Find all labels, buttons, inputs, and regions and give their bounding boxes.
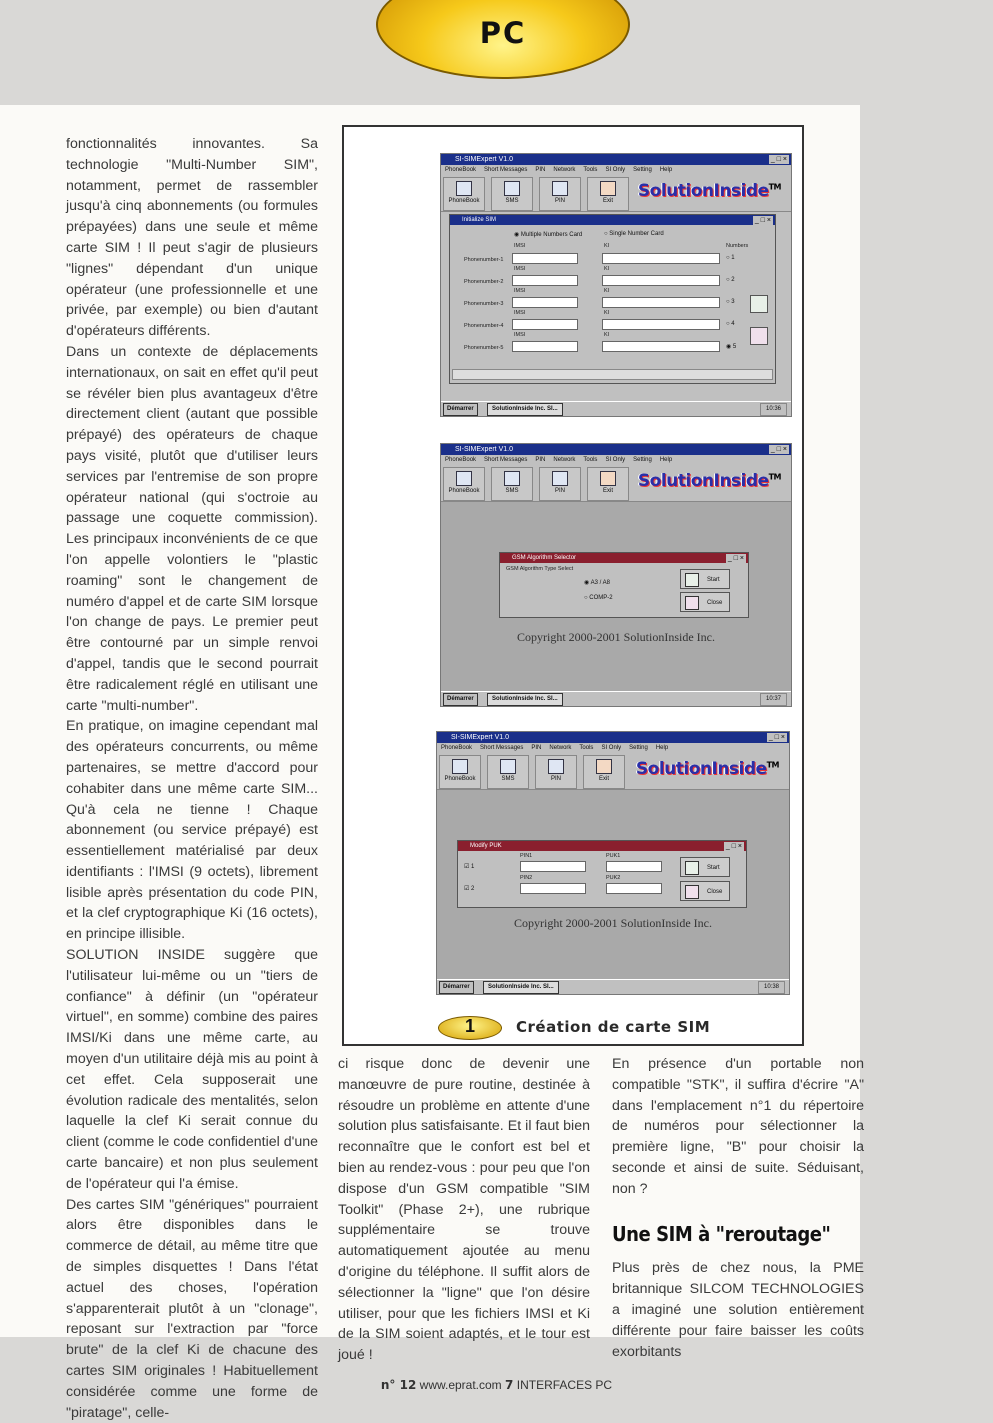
button-label: PIN (554, 488, 565, 494)
phonebook-button[interactable] (443, 467, 485, 501)
imsi-field[interactable] (512, 319, 578, 330)
menu-setting[interactable]: Setting (633, 457, 652, 463)
solutioninside-logo: SolutionInside™ (637, 181, 781, 201)
issue-number: n° 12 (380, 1378, 417, 1392)
radio-single-number[interactable]: ○ Single Number Card (604, 231, 664, 237)
taskbar-item[interactable]: SolutionInside Inc. SI... (487, 403, 563, 416)
paragraph: En pratique, on imagine cependant mal des opérateurs concurrents, ou même partenaires, se mettre d'accord pour cohabiter dans une même carte SIM... Qu'à cela ne tienne ! Chaque abonnement (ou service prépayé) est essentiellement matérialisé par deux identifiants : l'IMSI (9 octets), librement lisible après présentation du code PIN, et la clef cryptographique Ki (16 octets), en principe illisible. (66, 718, 318, 943)
article-column-3 (612, 1054, 864, 1362)
modify-puk-dialog (457, 840, 747, 908)
page-footer (0, 1378, 993, 1392)
sms-button[interactable] (487, 755, 529, 789)
menu-bar (437, 743, 789, 753)
toolbar (441, 175, 791, 212)
imsi-field[interactable] (512, 297, 578, 308)
solutioninside-logo: SolutionInside™ (635, 759, 779, 779)
phonebook-button[interactable] (439, 755, 481, 789)
copyright-text: Copyright 2000-2001 SolutionInside Inc. (517, 630, 715, 644)
menu-pin[interactable]: PIN (535, 167, 546, 173)
imsi-field[interactable] (512, 253, 578, 264)
menu-network[interactable]: Network (553, 167, 576, 173)
paragraph: Plus près de chez nous, la PME britannique SILCOM TECHNOLOGIES a imaginé une solution entièrement différente pour faire baisser les coûts exorbitants (612, 1260, 864, 1360)
copyright-text: Copyright 2000-2001 SolutionInside Inc. (514, 916, 712, 930)
window-buttons[interactable]: _ □ × (770, 156, 787, 163)
imsi-label: IMSI (514, 310, 526, 316)
solutioninside-logo: SolutionInside™ (637, 471, 781, 491)
button-label: PhoneBook (444, 776, 476, 782)
algorithm-type-label: GSM Algorithm Type Select (506, 566, 574, 572)
dialog-window-buttons[interactable]: _ □ × (727, 555, 744, 562)
article-column-1 (66, 134, 318, 1423)
dialog-window-buttons[interactable]: _ □ × (754, 217, 771, 224)
dialog-title: Initialize SIM (462, 217, 497, 223)
menu-pin[interactable]: PIN (535, 457, 546, 463)
window-title: SI-SIMExpert V1.0 (455, 156, 513, 163)
dialog-title: Modify PUK (470, 843, 502, 849)
start-icon[interactable] (750, 295, 768, 313)
dialog-titlebar (500, 553, 748, 563)
button-label: SMS (501, 776, 515, 782)
menu-setting[interactable]: Setting (629, 745, 648, 751)
magazine-number: 7 (505, 1378, 514, 1392)
button-label: Exit (602, 198, 613, 204)
phonenumber-label: Phonenumber-4 (464, 323, 504, 329)
ki-label: KI (604, 288, 610, 294)
window-title: SI-SIMExpert V1.0 (451, 734, 509, 741)
section-tab (376, 0, 630, 79)
menu-help[interactable]: Help (659, 167, 673, 173)
menu-help[interactable]: Help (659, 457, 673, 463)
initialize-sim-dialog (449, 214, 776, 384)
number-radio[interactable]: ◉ 5 (726, 344, 737, 350)
pin1-field[interactable] (520, 861, 586, 872)
phonenumber-label: Phonenumber-2 (464, 279, 504, 285)
section-heading: Une SIM à "reroutage" (612, 1221, 831, 1246)
taskbar-item[interactable]: SolutionInside Inc. SI... (487, 693, 563, 706)
paragraph: SOLUTION INSIDE suggère que l'utilisateur lui-même ou un "tiers de confiance" à définir (un "opérateur virtuel", en somme) combine des paires IMSI/Ki dans une même carte, au moyen d'un utilitaire déjà mis au point à cet effet. Cela supposerait une évolution radicale des mentalités, selon laquelle la clef Ki serait connue du client (comme le code confidentiel d'une carte bancaire) et non plus seulement de l'opérateur qui l'a émise. (66, 947, 318, 1192)
phonebook-button[interactable] (443, 177, 485, 211)
menu-tools[interactable]: Tools (579, 745, 594, 751)
sms-icon (500, 759, 516, 774)
toolbar (441, 465, 791, 502)
menu-help[interactable]: Help (655, 745, 669, 751)
numbers-label: Numbers (726, 243, 749, 249)
puk2-field[interactable] (606, 883, 662, 894)
ki-label: KI (604, 243, 610, 249)
button-label: PIN (554, 198, 565, 204)
start-icon (685, 573, 699, 587)
paragraph: Des cartes SIM "génériques" pourraient alors être disponibles dans le commerce de détail, au même titre que de simples disquettes ! Dans l'état actuel des choses, l'opération s'apparenterait plutôt à un "clonage", reposant sur l'extraction par "force brute" de la clef Ki de chacune des cartes SIM originales ! Habituellement considérée comme une forme de "piratage", celle- (66, 1196, 318, 1421)
pin-icon (548, 759, 564, 774)
menu-tools[interactable]: Tools (583, 167, 598, 173)
menu-tools[interactable]: Tools (583, 457, 598, 463)
ki-field[interactable] (602, 341, 720, 352)
figure-caption (344, 1014, 802, 1040)
dialog-window-buttons[interactable]: _ □ × (725, 843, 742, 850)
menu-short-messages[interactable]: Short Messages (480, 745, 524, 751)
clock: 10:38 (758, 981, 785, 994)
menu-bar (441, 455, 791, 465)
screenshot-initialize-sim (440, 153, 792, 417)
screenshot-gsm-algorithm (440, 443, 792, 707)
pin-button[interactable] (535, 755, 577, 789)
article-column-2 (338, 1054, 590, 1366)
checkbox-1[interactable]: ☑ 1 (464, 864, 475, 870)
button-label: SMS (505, 488, 519, 494)
phonebook-icon (456, 471, 472, 486)
menu-phonebook[interactable]: PhoneBook (445, 167, 477, 173)
button-label: PhoneBook (448, 488, 480, 494)
close-icon[interactable] (750, 327, 768, 345)
dialog-titlebar (458, 841, 746, 851)
start-button[interactable]: Start (680, 569, 730, 589)
phonenumber-label: Phonenumber-3 (464, 301, 504, 307)
footer-url: www.eprat.com (419, 1378, 502, 1392)
menu-phonebook[interactable]: PhoneBook (445, 457, 477, 463)
exit-button[interactable] (583, 755, 625, 789)
horizontal-scrollbar[interactable] (452, 369, 773, 380)
number-radio[interactable]: ○ 1 (726, 255, 735, 261)
imsi-label: IMSI (514, 288, 526, 294)
menu-pin[interactable]: PIN (531, 745, 542, 751)
puk2-label: PUK2 (606, 875, 621, 881)
exit-button[interactable] (587, 177, 629, 211)
radio-a3-a8[interactable]: ◉ A3 / A8 (584, 580, 610, 586)
button-label: Exit (602, 488, 613, 494)
sms-icon (504, 181, 520, 196)
clock: 10:36 (760, 403, 787, 416)
taskbar-item[interactable]: SolutionInside Inc. SI... (483, 981, 559, 994)
paragraph: ci risque donc de devenir une manœuvre de pure routine, destinée à résoudre un problème en attente d'une solution plus satisfaisante. Et il faut bien reconnaître que le confort est bel et bien au rendez-vous : pour peu que l'on dispose d'un GSM compatible "SIM Toolkit" (Phase 2+), une rubrique supplémentaire se trouve automatiquement ajoutée au menu d'origine du téléphone. Il suffit alors de sélectionner la "ligne" que l'on désire utiliser, pour que les fichiers IMSI et Ki de la SIM soient adaptés, et le tour est joué ! (338, 1056, 590, 1364)
figure-screenshots (342, 125, 804, 1046)
screenshot-modify-puk (436, 731, 790, 995)
number-radio[interactable]: ○ 2 (726, 277, 735, 283)
paragraph: fonctionnalités innovantes. Sa technologie "Multi-Number SIM", notamment, permet de rassembler jusqu'à cinq abonnements (ou formules prépayées) dans une seule et même carte SIM ! Il peut s'agir de plusieurs "lignes" dépendant d'un unique opérateur (une professionnelle et une privée, par exemple) ou bien d'autant d'opérateurs différents. (66, 136, 318, 340)
start-button[interactable]: Démarrer (443, 693, 478, 706)
paragraph: En présence d'un portable non compatible "STK", il suffira d'écrire "A" dans l'emplacement n°1 du répertoire de numéros pour sélectionner la première ligne, "B" pour choisir la seconde et ainsi de suite. Séduisant, non ? (612, 1056, 864, 1197)
pin2-label: PIN2 (520, 875, 533, 881)
number-radio[interactable]: ○ 3 (726, 299, 735, 305)
imsi-field[interactable] (512, 341, 578, 352)
start-button[interactable]: Start (680, 857, 730, 877)
window-titlebar (437, 732, 789, 743)
ki-field[interactable] (602, 275, 720, 286)
pin-button[interactable] (539, 467, 581, 501)
imsi-field[interactable] (512, 275, 578, 286)
ki-label: KI (604, 310, 610, 316)
number-radio[interactable]: ○ 4 (726, 321, 735, 327)
menu-setting[interactable]: Setting (633, 167, 652, 173)
start-button[interactable]: Démarrer (443, 403, 478, 416)
ki-field[interactable] (602, 319, 720, 330)
magazine-name: INTERFACES PC (516, 1378, 613, 1392)
sms-button[interactable] (491, 467, 533, 501)
exit-icon (600, 181, 616, 196)
ki-field[interactable] (602, 253, 720, 264)
imsi-label: IMSI (514, 266, 526, 272)
toolbar (437, 753, 789, 790)
menu-si-only[interactable]: SI Only (601, 745, 622, 751)
taskbar (437, 979, 789, 994)
checkbox-2[interactable]: ☑ 2 (464, 886, 475, 892)
window-titlebar (441, 154, 791, 165)
figure-number: 1 (464, 1016, 475, 1036)
pin1-label: PIN1 (520, 853, 533, 859)
menu-si-only[interactable]: SI Only (605, 167, 626, 173)
dialog-titlebar (450, 215, 775, 225)
menu-si-only[interactable]: SI Only (605, 457, 626, 463)
menu-bar (441, 165, 791, 175)
exit-icon (596, 759, 612, 774)
close-icon (685, 885, 699, 899)
pin2-field[interactable] (520, 883, 586, 894)
radio-multiple-numbers[interactable]: ◉ Multiple Numbers Card (514, 232, 583, 238)
sms-button[interactable] (491, 177, 533, 211)
exit-icon (600, 471, 616, 486)
phonenumber-label: Phonenumber-5 (464, 345, 504, 351)
phonenumber-label: Phonenumber-1 (464, 257, 504, 263)
pin-icon (552, 471, 568, 486)
ki-label: KI (604, 266, 610, 272)
pin-icon (552, 181, 568, 196)
window-title: SI-SIMExpert V1.0 (455, 446, 513, 453)
ki-label: KI (604, 332, 610, 338)
menu-network[interactable]: Network (553, 457, 576, 463)
menu-short-messages[interactable]: Short Messages (484, 167, 528, 173)
imsi-label: IMSI (514, 332, 526, 338)
section-tab-label: PC (479, 16, 527, 50)
button-label: PhoneBook (448, 198, 480, 204)
clock: 10:37 (760, 693, 787, 706)
start-button[interactable]: Démarrer (439, 981, 474, 994)
button-label: SMS (505, 198, 519, 204)
dialog-title: GSM Algorithm Selector (512, 555, 577, 561)
gsm-algorithm-dialog (499, 552, 749, 618)
window-titlebar (441, 444, 791, 455)
figure-caption-text: Création de carte SIM (516, 1018, 711, 1036)
sms-icon (504, 471, 520, 486)
exit-button[interactable] (587, 467, 629, 501)
taskbar (441, 691, 791, 706)
close-button[interactable]: Close (680, 592, 730, 612)
pin-button[interactable] (539, 177, 581, 211)
phonebook-icon (456, 181, 472, 196)
puk1-field[interactable] (606, 861, 662, 872)
window-buttons[interactable]: _ □ × (770, 446, 787, 453)
figure-number-badge (438, 1016, 502, 1040)
paragraph: Dans un contexte de déplacements internationaux, on sait en effet qu'il peut se révéler bien plus avantageux d'être directement client (autant que possible prépayé) des opérateurs de chaque pays visité, plutôt que d'utiliser leurs services par l'entremise de son propre opérateur national (qui s'octroie au passage une coquette commission). Les principaux inconvénients de ce que l'on appelle volontiers le "plastic roaming" sont le changement de numéro d'appel et de carte SIM lorsque l'on change de pays. Le premier peut être contourné par un simple renvoi d'appel, tandis que le second pourrait être radicalement réglé en utilisant une carte "multi-number". (66, 343, 318, 714)
menu-phonebook[interactable]: PhoneBook (441, 745, 473, 751)
menu-network[interactable]: Network (549, 745, 572, 751)
imsi-label: IMSI (514, 243, 526, 249)
close-button[interactable]: Close (680, 881, 730, 901)
menu-short-messages[interactable]: Short Messages (484, 457, 528, 463)
puk1-label: PUK1 (606, 853, 621, 859)
radio-comp-2[interactable]: ○ COMP-2 (584, 595, 613, 601)
phonebook-icon (452, 759, 468, 774)
button-label: PIN (550, 776, 561, 782)
button-label: Exit (598, 776, 609, 782)
window-buttons[interactable]: _ □ × (768, 734, 785, 741)
taskbar (441, 401, 791, 416)
ki-field[interactable] (602, 297, 720, 308)
start-icon (685, 861, 699, 875)
close-icon (685, 596, 699, 610)
